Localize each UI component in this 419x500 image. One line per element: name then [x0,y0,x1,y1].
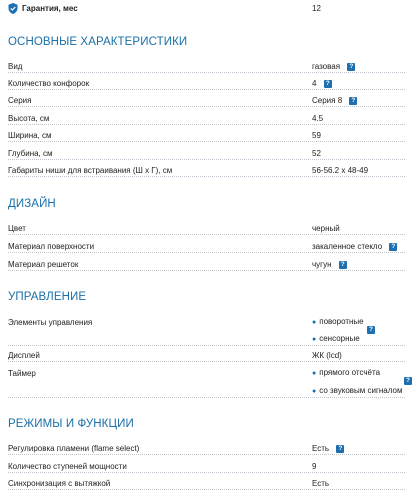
spec-label: Элементы управления [8,318,93,327]
help-icon[interactable]: ? [336,445,344,453]
row-divider [8,159,405,160]
spec-value: Серия 8 [312,96,343,105]
spec-label: Количество конфорок [8,79,90,88]
shield-check-icon [8,3,18,14]
spec-value: поворотные [319,317,364,326]
help-icon[interactable]: ? [347,63,355,71]
bullet-dot-icon: ● [312,336,317,343]
bullet-dot-icon: ● [312,388,317,395]
section-title-modes: РЕЖИМЫ И ФУНКЦИИ [8,418,134,430]
row-divider [8,176,405,177]
spec-value: 9 [312,462,317,471]
spec-value: Есть [312,479,330,488]
section-title-control: УПРАВЛЕНИЕ [8,291,87,303]
row-divider [8,345,405,346]
list-item [312,368,380,377]
row-divider [8,472,405,473]
row-divider [8,89,405,90]
spec-label: Цвет [8,224,26,233]
spec-value: со звуковым сигналом [319,386,403,395]
spec-label: Глубина, см [8,149,53,158]
list-item [312,386,402,395]
row-divider [8,270,405,271]
row-divider [8,454,405,455]
spec-label: Материал решеток [8,260,79,269]
spec-label: Габариты ниши для встраивания (Ш х Г), см [8,166,173,175]
spec-label: Высота, см [8,114,50,123]
spec-label: Таймер [8,369,36,378]
row-divider [8,234,405,235]
spec-value: 59 [312,131,321,140]
bullet-dot-icon: ● [312,319,317,326]
row-divider [8,106,405,107]
spec-label: Ширина, см [8,131,52,140]
bullet-dot-icon: ● [312,370,317,377]
spec-label: Синхронизация с вытяжкой [8,479,111,488]
help-icon[interactable]: ? [389,243,397,251]
help-icon[interactable]: ? [339,261,347,269]
spec-value: 56-56.2 х 48-49 [312,166,369,175]
row-divider [8,72,405,73]
row-divider [8,252,405,253]
help-icon[interactable]: ? [324,80,332,88]
row-divider [8,489,405,490]
section-title-main: ОСНОВНЫЕ ХАРАКТЕРИСТИКИ [8,36,188,48]
spec-value: 52 [312,149,321,158]
section-title-design: ДИЗАЙН [8,198,56,210]
warranty-label: Гарантия, мес [22,4,78,13]
spec-value: закаленное стекло [312,242,383,251]
list-item [312,334,360,343]
spec-label: Дисплей [8,351,40,360]
spec-value: 4.5 [312,114,324,123]
spec-label: Регулировка пламени (flame select) [8,444,140,453]
spec-value: 4 [312,79,317,88]
spec-value: черный [312,224,340,233]
spec-label: Количество ступеней мощности [8,462,127,471]
row-divider [8,124,405,125]
spec-value: сенсорные [319,334,360,343]
row-divider [8,361,405,362]
warranty-value: 12 [312,4,321,13]
help-icon[interactable]: ? [367,326,375,334]
list-item [312,317,364,326]
spec-value: ЖК (lcd) [312,351,342,360]
spec-label: Вид [8,62,23,71]
spec-value: чугун [312,260,332,269]
spec-label: Серия [8,96,32,105]
spec-label: Материал поверхности [8,242,95,251]
spec-value: прямого отсчёта [319,368,381,377]
spec-value: газовая [312,62,341,71]
row-divider [8,397,405,398]
help-icon[interactable]: ? [349,97,357,105]
help-icon[interactable]: ? [404,377,412,385]
spec-value: Есть [312,444,330,453]
row-divider [8,141,405,142]
